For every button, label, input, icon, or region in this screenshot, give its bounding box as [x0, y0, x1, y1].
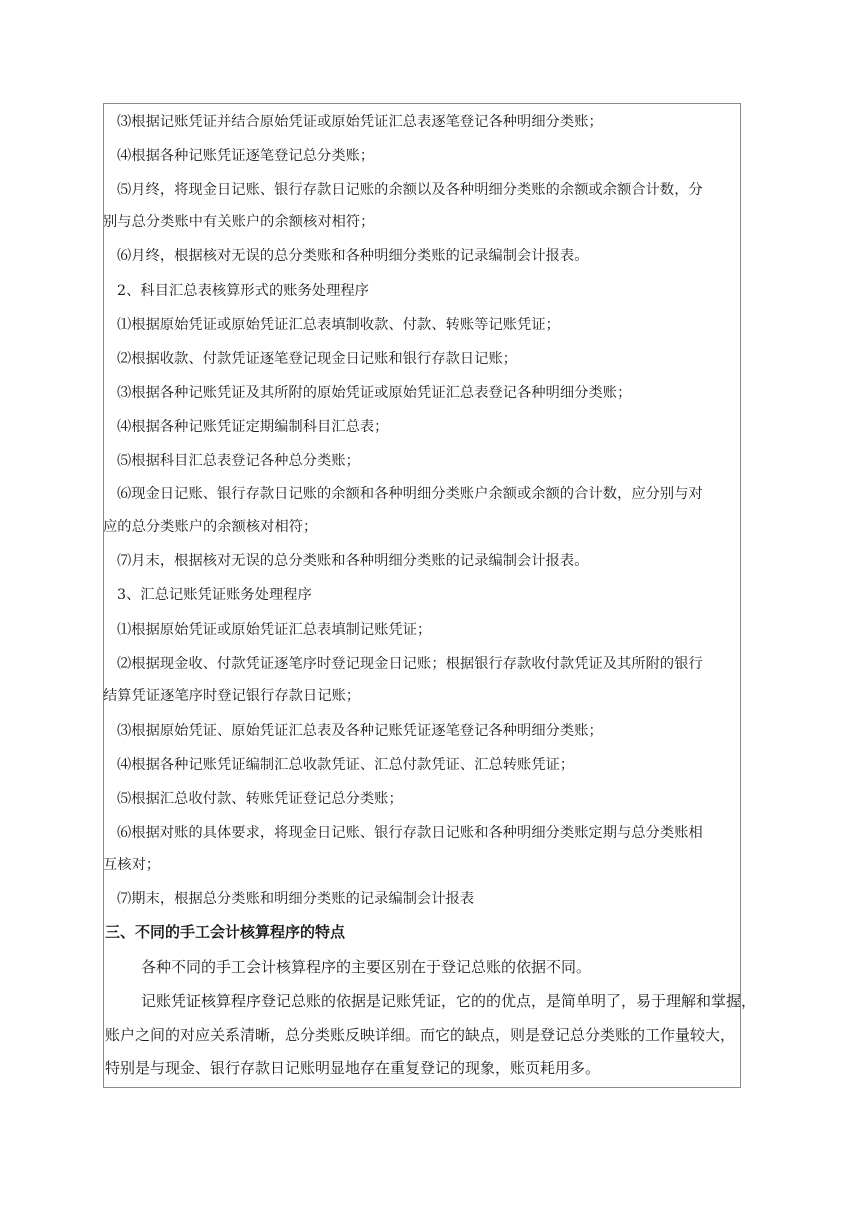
text-line: ⑹根据对账的具体要求，将现金日记账、银行存款日记账和各种明细分类账定期与总分类账相: [117, 825, 703, 841]
text-line: 结算凭证逐笔序时登记银行存款日记账；: [103, 688, 361, 704]
text-line: ⑷根据各种记账凭证定期编制科目汇总表；: [117, 419, 389, 435]
text-line: ⑹现金日记账、银行存款日记账的余额和各种明细分类账户余额或余额的合计数，应分别与对: [117, 486, 703, 502]
paragraph-line: 各种不同的手工会计核算程序的主要区别在于登记总账的依据不同。: [141, 958, 592, 976]
text-line: ⑺期末，根据总分类账和明细分类账的记录编制会计报表: [117, 891, 475, 907]
text-line: ⑹月终，根据核对无误的总分类账和各种明细分类账的记录编制会计报表。: [117, 248, 589, 264]
paragraph-line: 特别是与现金、银行存款日记账明显地存在重复登记的现象，账页耗用多。: [105, 1059, 601, 1077]
text-line: 应的总分类账户的余额核对相符；: [103, 519, 318, 535]
text-line: ⑷根据各种记账凭证编制汇总收款凭证、汇总付款凭证、汇总转账凭证；: [117, 757, 575, 773]
paragraph-line: 记账凭证核算程序登记总账的依据是记账凭证，它的的优点，是简单明了，易于理解和掌握，: [141, 992, 757, 1010]
text-line: 2、科目汇总表核算形式的账务处理程序: [117, 283, 370, 299]
text-line: ⑺月末，根据核对无误的总分类账和各种明细分类账的记录编制会计报表。: [117, 553, 589, 569]
text-line: 3、汇总记账凭证账务处理程序: [117, 587, 312, 603]
section-heading: 三、不同的手工会计核算程序的特点: [105, 923, 346, 941]
text-line: ⑶根据原始凭证、原始凭证汇总表及各种记账凭证逐笔登记各种明细分类账；: [117, 723, 603, 739]
text-line: 别与总分类账中有关账户的余额核对相符；: [103, 214, 375, 230]
text-line: ⑸月终，将现金日记账、银行存款日记账的余额以及各种明细分类账的余额或余额合计数，分: [117, 182, 703, 198]
text-line: ⑵根据现金收、付款凭证逐笔序时登记现金日记账；根据银行存款收付款凭证及其所附的银行: [117, 656, 703, 672]
text-line: ⑶根据记账凭证并结合原始凭证或原始凭证汇总表逐笔登记各种明细分类账；: [117, 114, 603, 130]
text-line: ⑴根据原始凭证或原始凭证汇总表填制收款、付款、转账等记账凭证；: [117, 317, 560, 333]
text-line: ⑷根据各种记账凭证逐笔登记总分类账；: [117, 148, 375, 164]
text-line: ⑴根据原始凭证或原始凭证汇总表填制记账凭证；: [117, 622, 432, 638]
text-line: ⑸根据汇总收付款、转账凭证登记总分类账；: [117, 791, 403, 807]
text-line: ⑵根据收款、付款凭证逐笔登记现金日记账和银行存款日记账；: [117, 351, 518, 367]
paragraph-line: 账户之间的对应关系清晰，总分类账反映详细。而它的缺点，则是登记总分类账的工作量较大，: [105, 1026, 736, 1044]
text-line: 互核对；: [103, 857, 161, 873]
text-line: ⑸根据科目汇总表登记各种总分类账；: [117, 453, 360, 469]
text-line: ⑶根据各种记账凭证及其所附的原始凭证或原始凭证汇总表登记各种明细分类账；: [117, 385, 632, 401]
